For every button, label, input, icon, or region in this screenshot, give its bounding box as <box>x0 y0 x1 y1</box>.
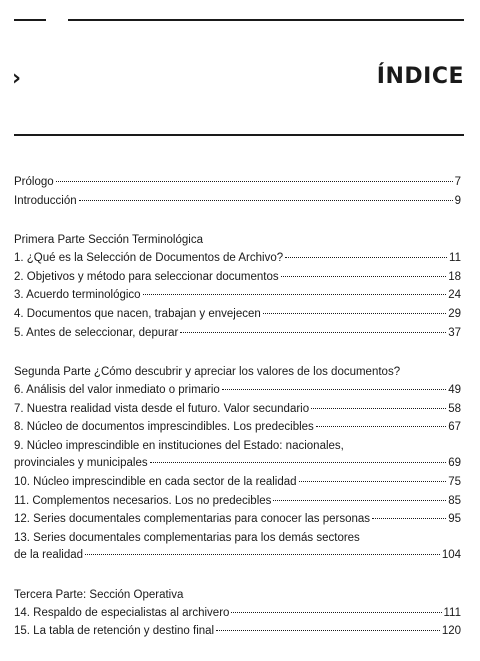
toc-entry-label: 12. Series documentales complementarias para conocer las personas <box>14 513 371 526</box>
dot-leader <box>150 462 447 463</box>
toc-entry-page: 37 <box>448 326 461 339</box>
toc-entry[interactable] <box>14 438 461 474</box>
toc-entry[interactable] <box>14 287 461 306</box>
toc-part-heading: Primera Parte Sección Terminológica <box>14 234 203 247</box>
dot-leader <box>263 313 446 314</box>
toc-entry[interactable] <box>14 474 461 493</box>
top-rule-short <box>14 19 46 21</box>
toc-entry-label: 6. Análisis del valor inmediato o primario <box>14 384 220 397</box>
toc-part-heading: Segunda Parte ¿Cómo descubrir y apreciar los valores de los documentos? <box>14 366 401 379</box>
dot-leader <box>222 389 446 390</box>
dot-leader <box>281 276 447 277</box>
chevron-right-icon: › <box>12 66 22 91</box>
toc-entry-label-continued: provinciales y municipales <box>14 456 148 469</box>
toc-entry-label: 5. Antes de seleccionar, depurar <box>14 326 179 339</box>
top-rule-long <box>68 19 464 21</box>
toc-entry-label: 10. Núcleo imprescindible en cada sector de la realidad <box>14 475 297 488</box>
toc-entry[interactable] <box>14 250 461 269</box>
toc-entry-page: 18 <box>448 270 461 283</box>
toc-entry[interactable] <box>14 511 461 530</box>
dot-leader <box>79 200 453 201</box>
toc-entry-page: 11 <box>449 252 461 265</box>
toc-entry[interactable] <box>14 269 461 288</box>
title-rule <box>14 134 464 136</box>
toc-entry-label-continued: de la realidad <box>14 548 84 561</box>
toc-entry-label: 1. ¿Qué es la Selección de Documentos de Archivo? <box>14 252 284 265</box>
toc-entry-page: 49 <box>448 384 461 397</box>
toc-entry[interactable] <box>14 493 461 512</box>
dot-leader <box>56 181 453 182</box>
toc-entry-page: 9 <box>454 194 461 207</box>
toc-entry[interactable] <box>14 419 461 438</box>
toc-entry-label: Prólogo <box>14 176 54 188</box>
table-of-contents <box>14 174 461 661</box>
toc-entry[interactable] <box>14 382 461 401</box>
dot-leader <box>143 294 447 295</box>
toc-entry-label: 9. Núcleo imprescindible en instituciones del Estado: nacionales, <box>14 439 344 452</box>
toc-part-group <box>14 362 461 566</box>
toc-entry-continuation <box>14 547 461 566</box>
toc-entry-page: 85 <box>448 494 461 507</box>
toc-entry-label: Introducción <box>14 194 77 207</box>
toc-entry-label: 14. Respaldo de especialistas al archivero <box>14 606 230 619</box>
dot-leader <box>85 554 440 555</box>
toc-entry-label: 13. Series documentales complementarias para los demás sectores <box>14 531 360 544</box>
dot-leader <box>180 332 446 333</box>
toc-part-group <box>14 230 461 343</box>
toc-entry-page: 75 <box>448 475 461 488</box>
toc-entry-page: 24 <box>448 289 461 302</box>
toc-entry-label: 11. Complementos necesarios. Los no predecibles <box>14 494 272 507</box>
toc-entry-label: 3. Acuerdo terminológico <box>14 289 141 302</box>
toc-part-group <box>14 585 461 642</box>
toc-entry[interactable] <box>14 605 461 624</box>
toc-entry[interactable] <box>14 306 461 325</box>
toc-entry[interactable] <box>14 623 461 642</box>
dot-leader <box>299 481 447 482</box>
dot-leader <box>316 426 446 427</box>
toc-entry-page: 69 <box>448 456 461 469</box>
dot-leader <box>372 518 446 519</box>
toc-entry[interactable] <box>14 530 461 566</box>
toc-entry-page: 29 <box>448 307 461 320</box>
toc-entry-page: 7 <box>454 176 461 188</box>
toc-entry-page: 67 <box>448 421 461 434</box>
toc-entry-page: 111 <box>443 606 461 619</box>
dot-leader <box>216 630 440 631</box>
toc-entry-page: 104 <box>441 548 461 561</box>
page-title: ÍNDICE <box>376 64 464 89</box>
toc-entry[interactable] <box>14 325 461 344</box>
toc-entry-label: 8. Núcleo de documentos imprescindibles. Los predecibles <box>14 421 314 434</box>
toc-entry-label: 2. Objetivos y método para seleccionar documentos <box>14 270 279 283</box>
dot-leader <box>273 500 446 501</box>
toc-entry-label: 7. Nuestra realidad vista desde el futuro. Valor secundario <box>14 402 310 415</box>
toc-part-heading: Tercera Parte: Sección Operativa <box>14 588 184 601</box>
dot-leader <box>311 408 446 409</box>
toc-entry-label: 15. La tabla de retención y destino final <box>14 625 215 638</box>
dot-leader <box>285 257 447 258</box>
toc-entry-page: 120 <box>441 625 461 638</box>
dot-leader <box>231 612 441 613</box>
front-matter-group <box>14 174 461 211</box>
toc-entry-page: 95 <box>448 513 461 526</box>
toc-entry-continuation <box>14 455 461 474</box>
toc-entry[interactable] <box>14 401 461 420</box>
toc-entry[interactable] <box>14 174 461 193</box>
toc-entry-label: 4. Documentos que nacen, trabajan y envejecen <box>14 307 261 320</box>
toc-entry[interactable] <box>14 193 461 212</box>
toc-entry-page: 58 <box>448 402 461 415</box>
